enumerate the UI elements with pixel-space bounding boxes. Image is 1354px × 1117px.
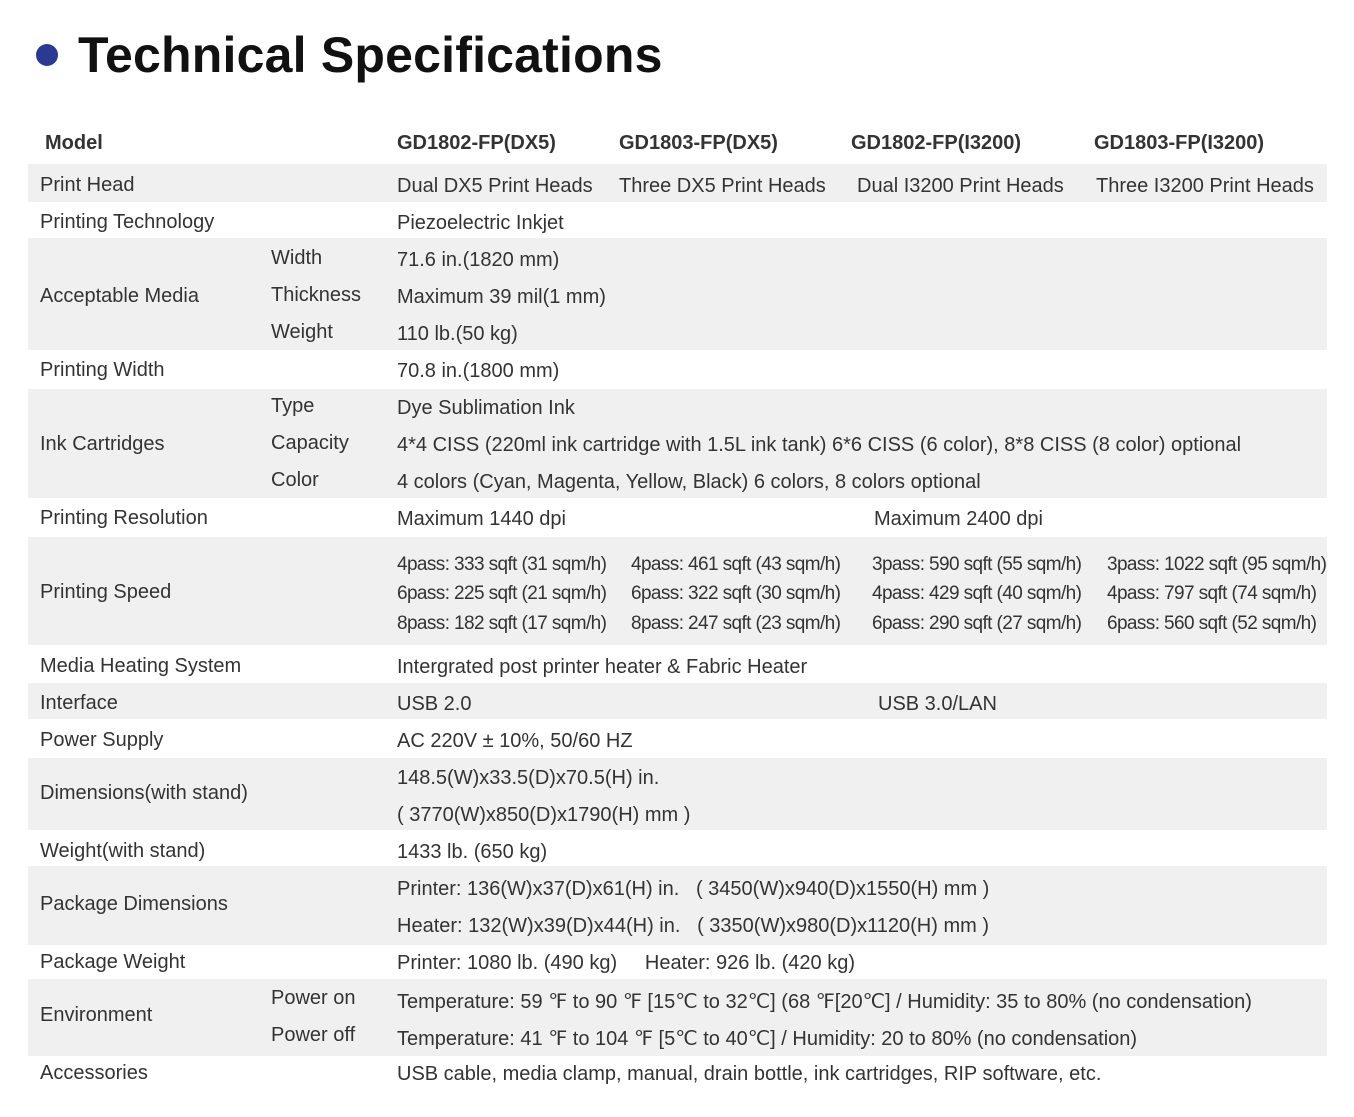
- title-bar: [36, 22, 663, 88]
- power-supply-label: Power Supply: [40, 729, 164, 751]
- package-dimensions-line-1: Printer: 136(W)x37(D)x61(H) in. ( 3450(W)x940(D)x1550(H) mm ): [397, 878, 990, 900]
- media-heating-label: Media Heating System: [40, 655, 242, 677]
- media-heating-value: Intergrated post printer heater & Fabric Heater: [397, 656, 808, 678]
- interface-label: Interface: [40, 692, 118, 714]
- printing-speed-label: Printing Speed: [40, 581, 172, 603]
- environment-power-off-label: Power off: [271, 1024, 356, 1046]
- column-header-gd1803-dx5: GD1803-FP(DX5): [619, 132, 778, 154]
- acceptable-media-label: Acceptable Media: [40, 285, 199, 307]
- weight-value: 1433 lb. (650 kg): [397, 841, 548, 863]
- media-weight-label: Weight: [271, 321, 333, 343]
- print-head-value-4: Three I3200 Print Heads: [1096, 175, 1314, 197]
- row-band-acceptable-media: [28, 238, 1327, 350]
- ink-type-value: Dye Sublimation Ink: [397, 397, 575, 419]
- column-header-gd1802-i3200: GD1802-FP(I3200): [851, 132, 1022, 154]
- package-dimensions-label: Package Dimensions: [40, 893, 228, 915]
- media-thickness-label: Thickness: [271, 284, 362, 306]
- speed-c1-r1: 4pass: 333 sqft (31 sqm/h): [397, 554, 607, 575]
- page-title: Technical Specifications: [78, 27, 663, 83]
- dimensions-line-1: 148.5(W)x33.5(D)x70.5(H) in.: [397, 767, 660, 789]
- speed-c1-r2: 6pass: 225 sqft (21 sqm/h): [397, 583, 607, 604]
- printing-resolution-i3200: Maximum 2400 dpi: [874, 508, 1043, 530]
- printing-width-label: Printing Width: [40, 359, 165, 381]
- environment-power-off-value: Temperature: 41 ℉ to 104 ℉ [5℃ to 40℃] / Humidity: 20 to 80% (no condensation): [397, 1028, 1138, 1050]
- environment-power-on-value: Temperature: 59 ℉ to 90 ℉ [15℃ to 32℃] (68 ℉[20℃] / Humidity: 35 to 80% (no condensation): [397, 991, 1252, 1013]
- accessories-label: Accessories: [40, 1062, 148, 1084]
- column-header-gd1803-i3200: GD1803-FP(I3200): [1094, 132, 1265, 154]
- speed-c4-r3: 6pass: 560 sqft (52 sqm/h): [1107, 613, 1317, 634]
- media-thickness-value: Maximum 39 mil(1 mm): [397, 286, 606, 308]
- ink-cartridges-label: Ink Cartridges: [40, 433, 165, 455]
- speed-c3-r3: 6pass: 290 sqft (27 sqm/h): [872, 613, 1082, 634]
- speed-c4-r2: 4pass: 797 sqft (74 sqm/h): [1107, 583, 1317, 604]
- print-head-label: Print Head: [40, 174, 135, 196]
- environment-label: Environment: [40, 1004, 153, 1026]
- dimensions-line-2: ( 3770(W)x850(D)x1790(H) mm ): [397, 804, 691, 826]
- speed-c2-r2: 6pass: 322 sqft (30 sqm/h): [631, 583, 841, 604]
- bullet-icon: [36, 44, 58, 66]
- interface-i3200: USB 3.0/LAN: [878, 693, 997, 715]
- speed-c4-r1: 3pass: 1022 sqft (95 sqm/h): [1107, 554, 1327, 575]
- speed-c3-r1: 3pass: 590 sqft (55 sqm/h): [872, 554, 1082, 575]
- speed-c3-r2: 4pass: 429 sqft (40 sqm/h): [872, 583, 1082, 604]
- printing-width-value: 70.8 in.(1800 mm): [397, 360, 560, 382]
- speed-c2-r1: 4pass: 461 sqft (43 sqm/h): [631, 554, 841, 575]
- ink-capacity-value: 4*4 CISS (220ml ink cartridge with 1.5L ink tank) 6*6 CISS (6 color), 8*8 CISS (8 color) optional: [397, 434, 1242, 456]
- speed-c1-r3: 8pass: 182 sqft (17 sqm/h): [397, 613, 607, 634]
- package-weight-label: Package Weight: [40, 951, 186, 973]
- print-head-value-1: Dual DX5 Print Heads: [397, 175, 593, 197]
- power-supply-value: AC 220V ± 10%, 50/60 HZ: [397, 730, 633, 752]
- speed-c2-r3: 8pass: 247 sqft (23 sqm/h): [631, 613, 841, 634]
- weight-label: Weight(with stand): [40, 840, 206, 862]
- column-header-gd1802-dx5: GD1802-FP(DX5): [397, 132, 556, 154]
- printing-technology-label: Printing Technology: [40, 211, 215, 233]
- package-weight-value: Printer: 1080 lb. (490 kg) Heater: 926 lb. (420 kg): [397, 952, 856, 974]
- ink-color-label: Color: [271, 469, 319, 491]
- dimensions-label: Dimensions(with stand): [40, 782, 248, 804]
- interface-dx5: USB 2.0: [397, 693, 472, 715]
- accessories-value: USB cable, media clamp, manual, drain bottle, ink cartridges, RIP software, etc.: [397, 1063, 1102, 1085]
- print-head-value-2: Three DX5 Print Heads: [619, 175, 826, 197]
- media-width-value: 71.6 in.(1820 mm): [397, 249, 560, 271]
- model-label: Model: [45, 132, 103, 154]
- printing-resolution-label: Printing Resolution: [40, 507, 208, 529]
- package-dimensions-line-2: Heater: 132(W)x39(D)x44(H) in. ( 3350(W)x980(D)x1120(H) mm ): [397, 915, 989, 937]
- printing-technology-value: Piezoelectric Inkjet: [397, 212, 564, 234]
- print-head-value-3: Dual I3200 Print Heads: [857, 175, 1064, 197]
- ink-type-label: Type: [271, 395, 315, 417]
- ink-color-value: 4 colors (Cyan, Magenta, Yellow, Black) 6 colors, 8 colors optional: [397, 471, 981, 493]
- ink-capacity-label: Capacity: [271, 432, 349, 454]
- row-band-interface: [28, 683, 1327, 719]
- printing-resolution-dx5: Maximum 1440 dpi: [397, 508, 566, 530]
- media-width-label: Width: [271, 247, 323, 269]
- media-weight-value: 110 lb.(50 kg): [397, 323, 518, 345]
- environment-power-on-label: Power on: [271, 987, 356, 1009]
